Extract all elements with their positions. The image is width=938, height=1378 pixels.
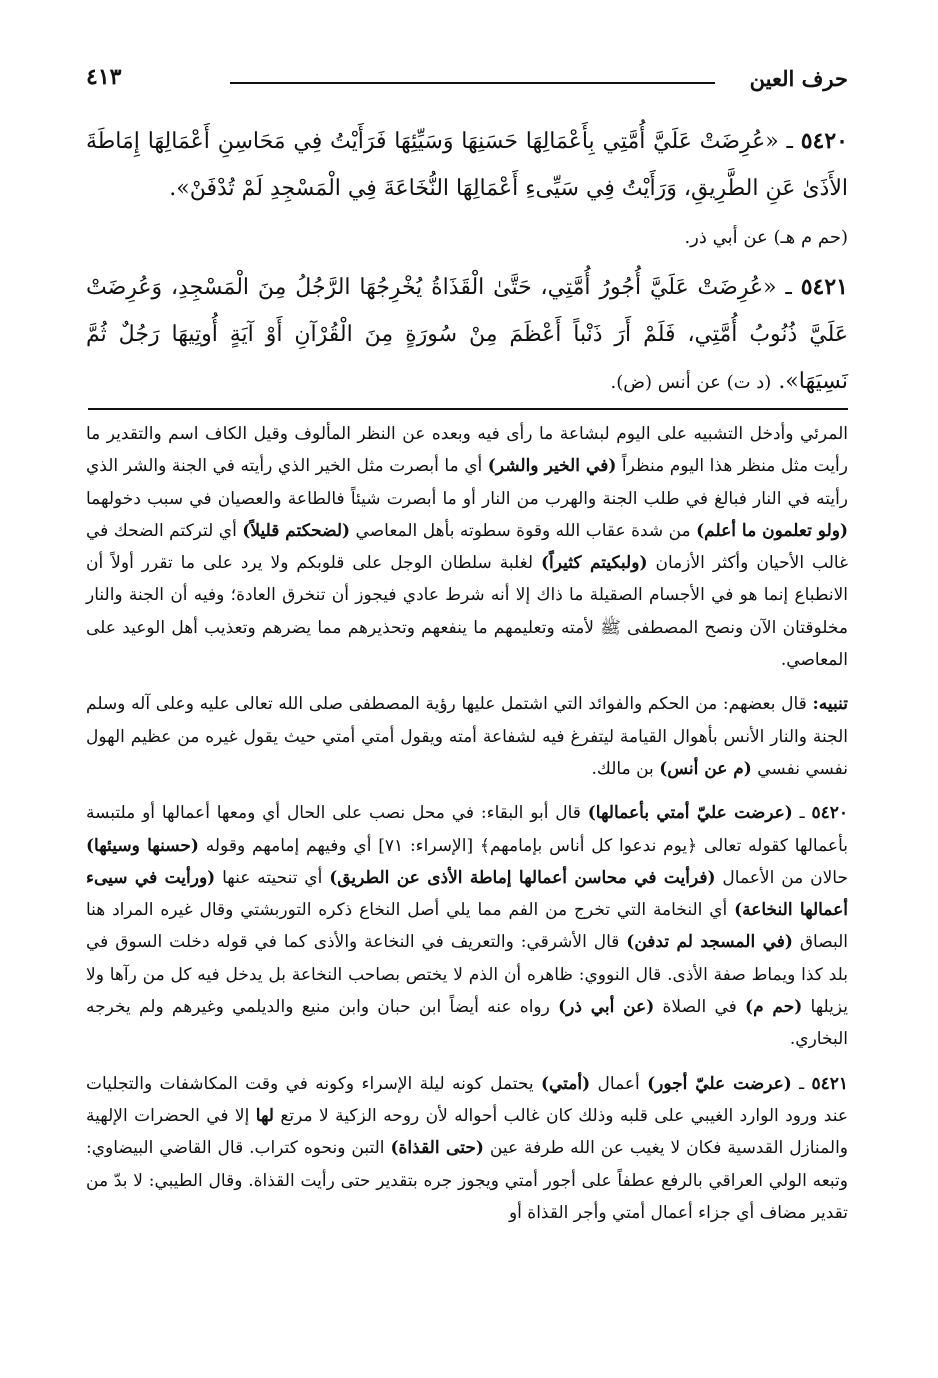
hadith-source: (حم م هـ) عن أبي ذر. [684,227,848,248]
hadith-number: ٥٤٢١ [811,1073,848,1094]
hadith-body: «عُرِضَتْ عَلَيَّ أُمَّتِي بِأَعْمَالِهَا حَسَنِهَا وَسَيِّئِهَا فَرَأَيْتُ فِي مَحَاسِنِ أَعْمَالِهَا إِمَاطَةَ الأَذَىٰ عَنِ الطَّرِيقِ، وَرَأَيْتُ فِي سَيِّىءِ أَعْمَالِهَا النُّخَاعَةَ فِي الْمَسْجِدِ لَمْ تُدْفَنْ». [86,129,848,201]
page-header [80,58,850,104]
hadith-dash: ـ [778,129,801,154]
quoted-phrase: (م عن أنس) [659,758,752,779]
commentary-text: أعمال [590,1073,648,1094]
commentary-text: في الصلاة [654,997,746,1018]
commentary-text: أي لتركتم الضحك في غالب الأحيان وأكثر الأزمان [86,520,848,574]
hadith-number: ٥٤٢٠ [800,128,848,154]
commentary-text: من شدة عقاب الله وقوة سطوته بأهل المعاصي [350,520,697,541]
hadith-5421 [86,264,848,405]
chapter-title: حرف العين [749,66,848,91]
hadith-dash: ـ [791,1073,812,1094]
commentary-text: رواه عنه أيضاً ابن حبان وابن منيع والديلمي وغيرهم ولم يخرجه البخاري. [86,997,848,1050]
commentary-5420 [86,797,848,1055]
commentary-text: يحتمل كونه ليلة الإسراء وكونه في وقت المكاشفات والتجليات عند ورود الوارد الغيبي على قلبه وذلك كان غالب أحواله لأن روحه الزكية لا مرتع [86,1073,849,1126]
quoted-phrase: (عن أبي ذر) [558,997,655,1018]
commentary-note [86,688,848,785]
quoted-phrase: (حسنها وسيئها) [86,835,199,856]
commentary-text: التبن ونحوه كتراب. قال القاضي البيضاوي: وتبعه الولي العراقي بالرفع عطفاً على أجور أمتي ويجوز جره بتقدير حتى رأيت القذاة. وقال الطيبي: لا بدّ من تقدير مضاف أي جزاء أعمال أمتي وأجر القذاة أو [86,1138,848,1223]
commentary-text: أي النخامة التي تخرج من الفم مما يلي أصل النخاع ذكره التوربشتي وقال غيره المراد هنا البصاق [86,900,848,953]
commentary-text: أي تنحيته عنها [215,867,330,888]
commentary-text: حالان من الأعمال [715,867,848,888]
quoted-phrase: لها [255,1105,274,1126]
commentary-text: بن مالك. [591,758,660,779]
commentary-text: قال أبو البقاء: في محل نصب على الحال أي ومعها أعمالها أو ملتبسة بأعمالها كقوله تعالى ﴿يوم ندعوا كل أناس بإمامهم﴾ [الإسراء: ٧١] أي وفيهم إمامهم وقوله [86,803,848,856]
quoted-phrase: (في الخير والشر) [487,456,617,477]
commentary-text: قال بعضهم: من الحكم والفوائد التي اشتمل عليها رؤية المصطفى صلى الله تعالى عليه وعلى آله وسلم الجنة والنار الأنس بأهوال القيامة ليتفرغ فيه لشفاعة أمته ويقول أمتي أمتي حيث يقول غيره من عظيم الهول نفسي نفسي [86,694,848,779]
commentary-paragraph [86,418,848,676]
hadith-number: ٥٤٢١ [800,274,848,300]
note-label: تنبيه: [812,694,848,715]
quoted-phrase: (فرأيت في محاسن أعمالها إماطة الأذى عن الطريق) [329,867,716,888]
quoted-phrase: (عرضت عليّ أمتي بأعمالها) [587,803,793,824]
hadith-source: (د ت) عن أنس (ض). [610,372,772,393]
quoted-phrase: (حم م) [745,997,803,1018]
hadith-5420 [86,118,848,212]
hadith-dash: ـ [792,803,812,824]
commentary-text: المرئي وأدخل التشبيه على اليوم لبشاعة ما رأى فيه وبعده عن النظر المألوف وقيل الكاف اسم والتقدير ما رأيت مثل منظر هذا اليوم منظراً [86,424,848,477]
quoted-phrase: (ولبكيتم كثيراً) [540,553,648,574]
quoted-phrase: (في المسجد لم تدفن) [626,932,793,953]
footnote-divider [88,408,848,410]
quoted-phrase: (ولو تعلمون ما أعلم) [696,520,848,541]
quoted-phrase: (عرضت عليّ أجور) [647,1073,792,1094]
hadith-dash: ـ [776,275,801,300]
commentary-text: قال الأشرقي: والتعريف في النخاعة والأذى كما في قوله دخلت السوق في بلد كذا ويماط صفة الأذى. قال النووي: ظاهره أن الذم لا يختص بصاحب النخاعة بل يدخل فيه كل من رآها ولا يزيلها [86,932,848,1018]
hadith-text [86,118,848,411]
commentary-text: لغلبة سلطان الوجل على قلوبكم ولا يرد على ما تقرر أولاً أن الانطباع إنما هو في الأجسام الصقيلة ما ذاك إلا أنه شرط عادي فيجوز أن تنخرق العادة؛ وفيه أن الجنة والنار مخلوقتان الآن ونصح المصطفى ﷺ لأمته وتعليمهم ما ينفعهم وتحذيرهم مما يضرهم وتعذيب أهل الوعيد على المعاصي. [86,553,848,671]
hadith-number: ٥٤٢٠ [811,803,849,824]
quoted-phrase: (لضحكتم قليلاً) [242,520,351,541]
quoted-phrase: (أمتي) [540,1073,591,1094]
quoted-phrase: (حتى القذاة) [390,1138,484,1159]
commentary-text: إلا في الحضرات الإلهية والمنازل القدسية فكان لا يغيب عن الله طرفة عين [86,1105,849,1159]
header-rule [230,82,715,84]
commentary [86,418,848,1241]
page-number: ٤١٣ [86,64,122,90]
commentary-text: أي ما أبصرت مثل الخير الذي رأيته في الجنة والشر الذي رأيته في النار فبالغ في طلب الجنة والهرب من النار أو ما أبصرت شيئاً فالطاعة والعصيان في سبب دخولهما [86,456,848,509]
quoted-phrase: (ورأيت في سيىء أعمالها النخاعة) [86,867,848,921]
hadith-body: «عُرِضَتْ عَلَيَّ أُجُورُ أُمَّتِي، حَتَّىٰ الْقَذَاةُ يُخْرِجُهَا الرَّجُلُ مِنَ الْمَسْجِدِ، وَعُرِضَتْ عَلَيَّ ذُنُوبُ أُمَّتِي، فَلَمْ أَرَ ذَنْباً أَعْظَمَ مِنْ سُورَةٍ مِنَ الْقُرْآنِ أَوْ آيَةٍ أُوتِيهَا رَجُلٌ ثُمَّ نَسِيَهَا». [86,275,848,394]
commentary-5421 [86,1068,848,1229]
